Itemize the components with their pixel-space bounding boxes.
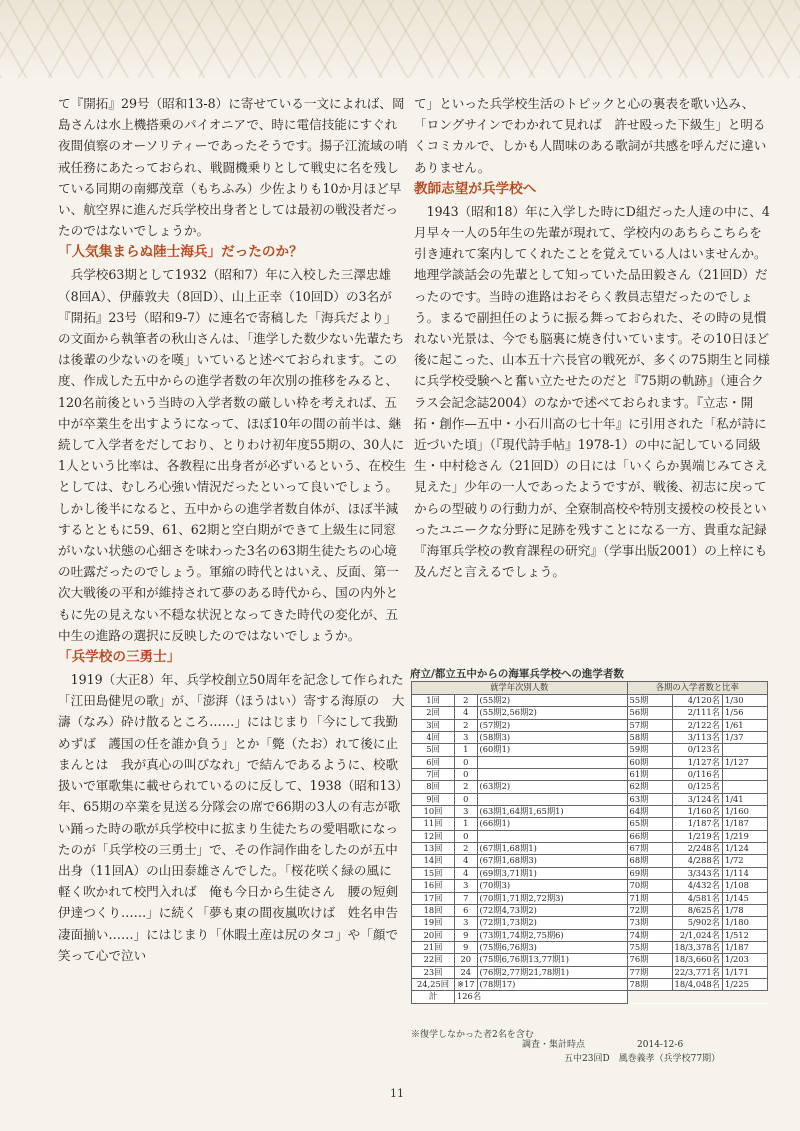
table-cell-ki: 64期 (627, 806, 672, 818)
table-row (412, 756, 768, 768)
table-footnote: ※復学しなかった者2名を含む (411, 1030, 534, 1040)
table-cell-note: (67期1,68期1) (477, 843, 627, 855)
table-row (412, 818, 768, 830)
table-cell-ki: 58期 (627, 732, 672, 744)
table-cell-ki: 60期 (627, 756, 672, 768)
right-column (414, 93, 770, 582)
table-cell-n: 0 (455, 769, 478, 781)
table-cell-n: 3 (455, 880, 478, 892)
survey-date-line (522, 1037, 683, 1050)
table-cell-ratio: 1/41 (722, 793, 767, 805)
table-cell-ratio: 1/124 (722, 843, 767, 855)
table-cell-note: (55期2,56期2) (477, 707, 627, 719)
table-cell-ki: 74期 (627, 929, 672, 941)
table-cell-ki: 56期 (627, 707, 672, 719)
table-cell-ratio: 1/108 (722, 880, 767, 892)
table-row (412, 707, 768, 719)
section-heading: 教師志望が兵学校へ (414, 180, 537, 197)
table-cell-kai: 6回 (412, 756, 455, 768)
table-cell-ki: 77期 (627, 966, 672, 978)
table-cell-ki: 76期 (627, 954, 672, 966)
table-cell-ratio: 1/114 (722, 867, 767, 879)
table-body (412, 695, 768, 991)
table-row (412, 806, 768, 818)
table-cell-kai: 1回 (412, 695, 455, 707)
table-cell-ratio: 1/72 (722, 855, 767, 867)
table-cell-note: (75期6,76期13,77期1) (477, 954, 627, 966)
table-cell-kai: 8回 (412, 781, 455, 793)
table-cell-kai: 12回 (412, 830, 455, 842)
table-cell-n: 3 (455, 917, 478, 929)
table-cell-kai: 22回 (412, 954, 455, 966)
table-cell-count: 3/124名 (672, 793, 722, 805)
table-cell-n: 0 (455, 793, 478, 805)
table-row (412, 732, 768, 744)
table-cell-count: 2/111名 (672, 707, 722, 719)
total-value: 126名 (455, 991, 628, 1003)
table-cell-ki: 57期 (627, 719, 672, 731)
table-row (412, 830, 768, 842)
paragraph: て」といった兵学校生活のトピックと心の裏表を歌い込み、「ロングサインでわかれて見れば 許せ殴った下級生」と明るくコミカルで、しかも人間味のある歌詞が共感を呼んだに違いありません。 (414, 96, 767, 175)
table-cell-n: 24 (455, 966, 478, 978)
paragraph: 1919（大正8）年、兵学校創立50周年を記念して作られた「江田島健児の歌」が、「澎湃（ほうはい）寄する海原の 大濤（なみ）砕け散るところ……」にはじまり「今にして我勤めずば 護国の任を誰か負う」とか「斃（たお）れて後に止まんとは 我が真心の叫びなれ」で結んであるように、校歌扱いで軍歌集に載せられているのに反して、1938（昭和13）年、65期の卒業を見送る分隊会の席で66期の3人の有志が歌い踊った時の歌が兵学校中に拡まり生徒たちの愛唱歌になったのが「兵学校の三勇士」で、その作詞作曲をしたのが五中出身（11回A）の山田泰雄さんでした。「桜花咲く緑の風に 軽く吹かれて校門入れば 俺も今日から生徒さん 腰の短剣伊達つくり……」に続く「夢も東の間夜嵐吹けば 姓名申告凄面揃い……」にはじまり「休暇土産は尻のタコ」や「顔で笑って心で泣い (58, 672, 405, 963)
admissions-table (411, 681, 768, 1004)
table-cell-kai: 13回 (412, 843, 455, 855)
table-row (412, 966, 768, 978)
table-cell-count: 2/122名 (672, 719, 722, 731)
table-cell-note: (70期1,71期2,72期3) (477, 892, 627, 904)
table-cell-note: (63期2) (477, 781, 627, 793)
table-total-row (412, 991, 768, 1003)
table-cell-note: (60期1) (477, 744, 627, 756)
table-cell-ki: 65期 (627, 818, 672, 830)
table-cell-note (477, 793, 627, 805)
table-cell-note: (66期1) (477, 818, 627, 830)
table-cell-note (477, 830, 627, 842)
table-cell-n: 2 (455, 695, 478, 707)
table-row (412, 892, 768, 904)
table-cell-count: 3/113名 (672, 732, 722, 744)
table-cell-n: 9 (455, 941, 478, 953)
table-header-left: 就学年次別人数 (412, 682, 628, 695)
table-cell-n: 6 (455, 904, 478, 916)
decorative-header (0, 0, 800, 78)
table-cell-ki: 62期 (627, 781, 672, 793)
table-cell-kai: 4回 (412, 732, 455, 744)
table-cell-ratio: 1/56 (722, 707, 767, 719)
table-row (412, 917, 768, 929)
table-cell-count: 1/219名 (672, 830, 722, 842)
table-cell-count: 4/432名 (672, 880, 722, 892)
table-cell-note: (75期6,76期3) (477, 941, 627, 953)
table-cell-note (477, 756, 627, 768)
table-cell-ratio: 1/180 (722, 917, 767, 929)
table-cell-count: 2/248名 (672, 843, 722, 855)
table-cell-count: 5/902名 (672, 917, 722, 929)
table-cell-ki: 73期 (627, 917, 672, 929)
table-row (412, 855, 768, 867)
table-cell-ratio: 1/78 (722, 904, 767, 916)
table-cell-n: 4 (455, 707, 478, 719)
table-cell-count: 3/343名 (672, 867, 722, 879)
table-cell-kai: 21回 (412, 941, 455, 953)
author-credit: 五中23回D 風巻義孝（兵学校77期） (564, 1054, 721, 1064)
table-cell-ki: 67期 (627, 843, 672, 855)
left-column (58, 93, 408, 966)
table-cell-ratio: 1/512 (722, 929, 767, 941)
table-cell-count: 4/581名 (672, 892, 722, 904)
table-cell-note: (72期4,73期2) (477, 904, 627, 916)
table-header-right: 各期の入学者数と比率 (627, 682, 767, 695)
table-cell-n: 3 (455, 806, 478, 818)
table-cell-kai: 17回 (412, 892, 455, 904)
table-row (412, 719, 768, 731)
table-cell-ki: 63期 (627, 793, 672, 805)
table-cell-kai: 23回 (412, 966, 455, 978)
paragraph: て『開拓』29号（昭和13-8）に寄せている一文によれば、岡島さんは水上機搭乗のパイオニアで、時に電信技能にすぐれ夜間偵察のオーソリティーであったそうです。揚子江流域の哨戒任務にあたっておられ、戦闘機乗りとして戦史に名を残している同期の南郷茂章（もちふみ）少佐よりも10か月ほど早い、航空界に進んだ兵学校出身者としては最初の戦没者だったのではないでしょうか。 (58, 96, 408, 239)
table-cell-ki: 66期 (627, 830, 672, 842)
table-cell-count: 0/125名 (672, 781, 722, 793)
table-row (412, 695, 768, 707)
paragraph: 1943（昭和18）年に入学した時にD組だった人達の中に、4月早々一人の5年生の先輩が現れて、学校内のあちらこちらを引き連れて案内してくれたことを覚えている人はいませんか。地理学談話会の先輩として知っていた品田毅さん（21回D）だったのです。当時の進路はおそらく教員志望だったのでしょう。まるで副担任のように振る舞っておられた、その時の見慣れない光景は、今でも脳裏に焼き付いています。その10日ほど後に起こった、山本五十六長官の戦死が、多くの75期生と同様に兵学校受験へと奮い立たせたのだと『75期の軌跡』（連合クラス会記念誌2004）のなかで述べておられます。『立志・開拓・創作—五中・小石川高の七十年』に引用された「私が詩に近づいた頃」（『現代詩手帖』1978-1）の中に記している同級生・中村稔さん（21回D）の日には「いくらか異端じみてさえ見えた」少年の一人であったようですが、戦後、初志に戻ってからの型破りの行動力が、全寮制高校や特別支援校の校長といったユニークな分野に足跡を残すことになる一方、貴重な記録『海軍兵学校の教育課程の研究』（学事出版2001）の上梓にも及んだと言えるでしょう。 (414, 203, 770, 580)
table-cell-count: 1/187名 (672, 818, 722, 830)
table-cell-ratio: 1/61 (722, 719, 767, 731)
table-cell-count: 2/1,024名 (672, 929, 722, 941)
table-row (412, 954, 768, 966)
survey-date: 2014-12-6 (637, 1040, 684, 1050)
table-cell-ratio (722, 781, 767, 793)
table-cell-kai: 7回 (412, 769, 455, 781)
table-row (412, 867, 768, 879)
table-cell-count: 4/288名 (672, 855, 722, 867)
paragraph: 兵学校63期として1932（昭和7）年に入校した三澤忠雄（8回A）、伊藤敦夫（8回D）、山上正幸（10回D）の3名が『開拓』23号（昭和9-7）に連名で寄稿した「海兵だより」の文面から執筆者の秋山さんは、「進学した数少ない先輩たちは後輩の少ないのを嘆」いていると述べておられます。この度、作成した五中からの進学者数の年次別の推移をみると、120名前後という当時の入学者数の厳しい枠を考えれば、五中が卒業生を出すようになって、ほぼ10年の間の前半は、継続して入学者をだしており、とりわけ初年度55期の、30人に1人という比率は、各教程に出身者が必ずいるという、在校生としては、むしろ心強い情況だったといって良いでしょう。しかし後半になると、五中からの進学者数自体が、ほぼ半減するとともに59、61、62期と空白期ができて上級生に同窓がいない状態の心細さを味わった3名の63期生徒たちの心境の吐露だったのでしょう。軍縮の時代とはいえ、反面、第一次大戦後の平和が維持されて夢のある時代から、国の内外ともに先の見えない不穏な状況となってきた時代の変化が、五中生の進路の選択に反映したのではないでしょうか。 (58, 267, 407, 643)
table-cell-note: (73期1,74期2,75期6) (477, 929, 627, 941)
table-cell-n: 20 (455, 954, 478, 966)
table-cell-note: (70期3) (477, 880, 627, 892)
table-cell-ratio: 1/171 (722, 966, 767, 978)
table-cell-ki: 55期 (627, 695, 672, 707)
table-cell-ratio: 1/225 (722, 978, 767, 990)
table-cell-n: 4 (455, 867, 478, 879)
table-row (412, 978, 768, 990)
table-cell-ratio: 1/145 (722, 892, 767, 904)
table-cell-ki: 59期 (627, 744, 672, 756)
table-cell-ratio: 1/127 (722, 756, 767, 768)
table-cell-count: 4/120名 (672, 695, 722, 707)
table-cell-ki: 78期 (627, 978, 672, 990)
table-cell-n: 2 (455, 843, 478, 855)
table-cell-note: (76期2,77期21,78期1) (477, 966, 627, 978)
table-row (412, 904, 768, 916)
table-cell-note: (69期3,71期1) (477, 867, 627, 879)
table-cell-n: 1 (455, 818, 478, 830)
table-row (412, 929, 768, 941)
table-cell-count: 1/160名 (672, 806, 722, 818)
total-label: 計 (412, 991, 455, 1003)
table-cell-ratio: 1/160 (722, 806, 767, 818)
table-cell-kai: 14回 (412, 855, 455, 867)
table-cell-note: (78期17) (477, 978, 627, 990)
table-cell-count: 1/127名 (672, 756, 722, 768)
section-heading: 「人気集まらぬ陸士海兵」だったのか？ (58, 244, 303, 261)
table-cell-n: 0 (455, 756, 478, 768)
table-row (412, 744, 768, 756)
table-cell-count: 0/123名 (672, 744, 722, 756)
table-cell-ratio (722, 769, 767, 781)
table-cell-ratio: 1/30 (722, 695, 767, 707)
table-cell-n: 2 (455, 781, 478, 793)
table-cell-count: 22/3,771名 (672, 966, 722, 978)
table-cell-ratio: 1/187 (722, 941, 767, 953)
table-cell-ki: 69期 (627, 867, 672, 879)
table-row (412, 793, 768, 805)
table-cell-kai: 15回 (412, 867, 455, 879)
table-cell-kai: 20回 (412, 929, 455, 941)
table-cell-count: 18/3,660名 (672, 954, 722, 966)
table-cell-ratio: 1/203 (722, 954, 767, 966)
table-row (412, 941, 768, 953)
table-cell-ratio: 1/219 (722, 830, 767, 842)
table-row (412, 843, 768, 855)
table-cell-ki: 75期 (627, 941, 672, 953)
table-cell-n: 4 (455, 855, 478, 867)
table-cell-ratio (722, 744, 767, 756)
table-cell-ki: 68期 (627, 855, 672, 867)
table-cell-note: (55期2) (477, 695, 627, 707)
table-cell-ki: 70期 (627, 880, 672, 892)
table-cell-kai: 19回 (412, 917, 455, 929)
table-cell-n: ※17 (455, 978, 478, 990)
table-cell-count: 18/3,378名 (672, 941, 722, 953)
table-cell-kai: 16回 (412, 880, 455, 892)
table-cell-n: 3 (455, 732, 478, 744)
table-cell-ki: 61期 (627, 769, 672, 781)
table-cell-kai: 5回 (412, 744, 455, 756)
table-cell-note: (57期2) (477, 719, 627, 731)
table-cell-n: 1 (455, 744, 478, 756)
table-row (412, 880, 768, 892)
table-cell-ratio: 1/187 (722, 818, 767, 830)
table-cell-count: 18/4,048名 (672, 978, 722, 990)
table-cell-count: 0/116名 (672, 769, 722, 781)
table-cell-ratio: 1/37 (722, 732, 767, 744)
table-cell-kai: 11回 (412, 818, 455, 830)
table-cell-kai: 24,25回 (412, 978, 455, 990)
page-number: 11 (390, 1087, 404, 1100)
table-cell-count: 8/625名 (672, 904, 722, 916)
table-cell-n: 9 (455, 929, 478, 941)
table-row (412, 769, 768, 781)
table-row (412, 781, 768, 793)
table-cell-note: (63期1,64期1,65期1) (477, 806, 627, 818)
table-title: 府立/都立五中からの海軍兵学校への進学者数 (410, 668, 624, 680)
table-cell-note: (58期3) (477, 732, 627, 744)
table-cell-ki: 72期 (627, 904, 672, 916)
table-cell-kai: 9回 (412, 793, 455, 805)
table-cell-kai: 18回 (412, 904, 455, 916)
table-cell-n: 2 (455, 719, 478, 731)
table-cell-note: (67期1,68期3) (477, 855, 627, 867)
survey-label: 調査・集計時点 (522, 1040, 586, 1050)
table-cell-n: 7 (455, 892, 478, 904)
table-cell-kai: 3回 (412, 719, 455, 731)
table-cell-ki: 71期 (627, 892, 672, 904)
table-cell-kai: 10回 (412, 806, 455, 818)
table-cell-note: (72期1,73期2) (477, 917, 627, 929)
table-cell-n: 0 (455, 830, 478, 842)
section-heading: 「兵学校の三勇士」 (58, 649, 181, 666)
table-cell-note (477, 769, 627, 781)
table-cell-kai: 2回 (412, 707, 455, 719)
